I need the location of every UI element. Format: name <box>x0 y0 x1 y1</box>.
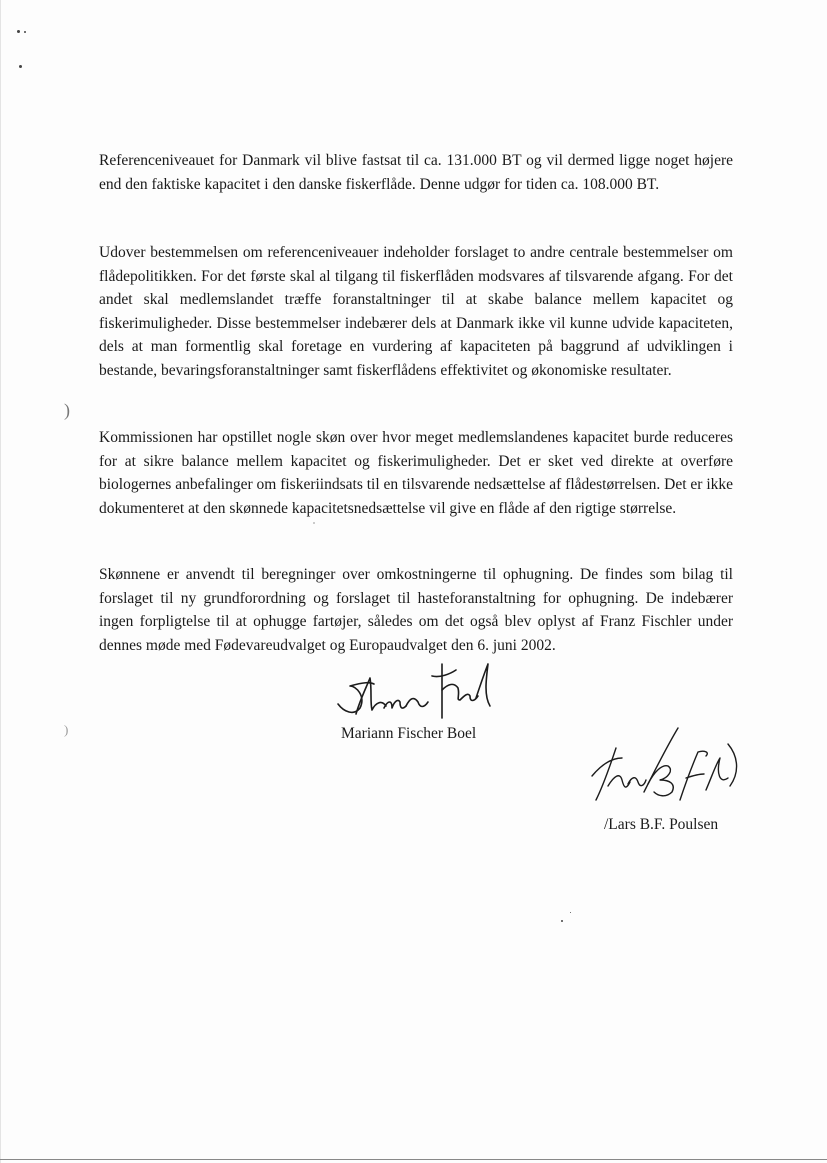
scan-speck <box>313 522 315 524</box>
paragraph: Udover bestemmelsen om referenceniveauer indeholder forslaget to andre centrale bestemmelser om flådepolitikken. For det første skal al tilgang til fiskerflåden modsvares af tilsvarende afgang. For det andet skal medlemslandet træffe foranstaltninger til at skabe balance mellem kapacitet og fiskerimuligheder. Disse bestemmelser indebærer dels at Danmark ikke vil kunne udvide kapaciteten, dels at man formentlig skal foretage en vurdering af kapaciteten på baggrund af udviklingen i bestande, bevaringsforanstaltninger samt fiskerflådens effektivitet og økonomiske resultater. <box>99 244 733 379</box>
scan-speck <box>24 31 26 33</box>
paragraph: Skønnene er anvendt til beregninger over omkostningerne til ophugning. De findes som bilag til forslaget til ny grundforordning og forslaget til hasteforanstaltning for ophugning. De indebærer ingen forpligtelse til at ophugge fartøjer, således om det også blev oplyst af Franz Fischler under dennes møde med Fødevareudvalget og Europaudvalget den 6. juni 2002. <box>99 566 733 654</box>
scan-speck <box>19 65 22 68</box>
paragraph: Kommissionen har opstillet nogle skøn over hvor meget medlemslandenes kapacitet burde reduceres for at sikre balance mellem kapacitet og fiskerimuligheder. Det er sket ved direkte at overføre biologernes anbefalinger om fiskeriindsats til en tilsvarende nedsættelse af flådestørrelsen. Det er ikke dokumenteret at den skønnede kapacitetsnedsættelse vil give en flåde af den rigtige størrelse. <box>99 429 734 517</box>
signatory-name: /Lars B.F. Poulsen <box>604 816 719 833</box>
handwritten-signature <box>330 656 500 724</box>
scan-mark: ) <box>64 722 69 737</box>
scan-speck <box>561 920 563 922</box>
handwritten-signature <box>588 722 748 814</box>
signatory-name: Mariann Fischer Boel <box>341 725 477 742</box>
scan-mark: ) <box>64 400 70 420</box>
scan-bottom-edge <box>0 1159 827 1160</box>
scan-speck <box>570 912 571 913</box>
scan-speck <box>17 30 20 33</box>
paragraph: Referenceniveauet for Danmark vil blive fastsat til ca. 131.000 BT og vil dermed ligge noget højere end den faktiske kapacitet i den danske fiskerflåde. Denne udgør for tiden ca. 108.000 BT. <box>99 152 733 193</box>
scan-left-edge <box>0 0 1 1163</box>
